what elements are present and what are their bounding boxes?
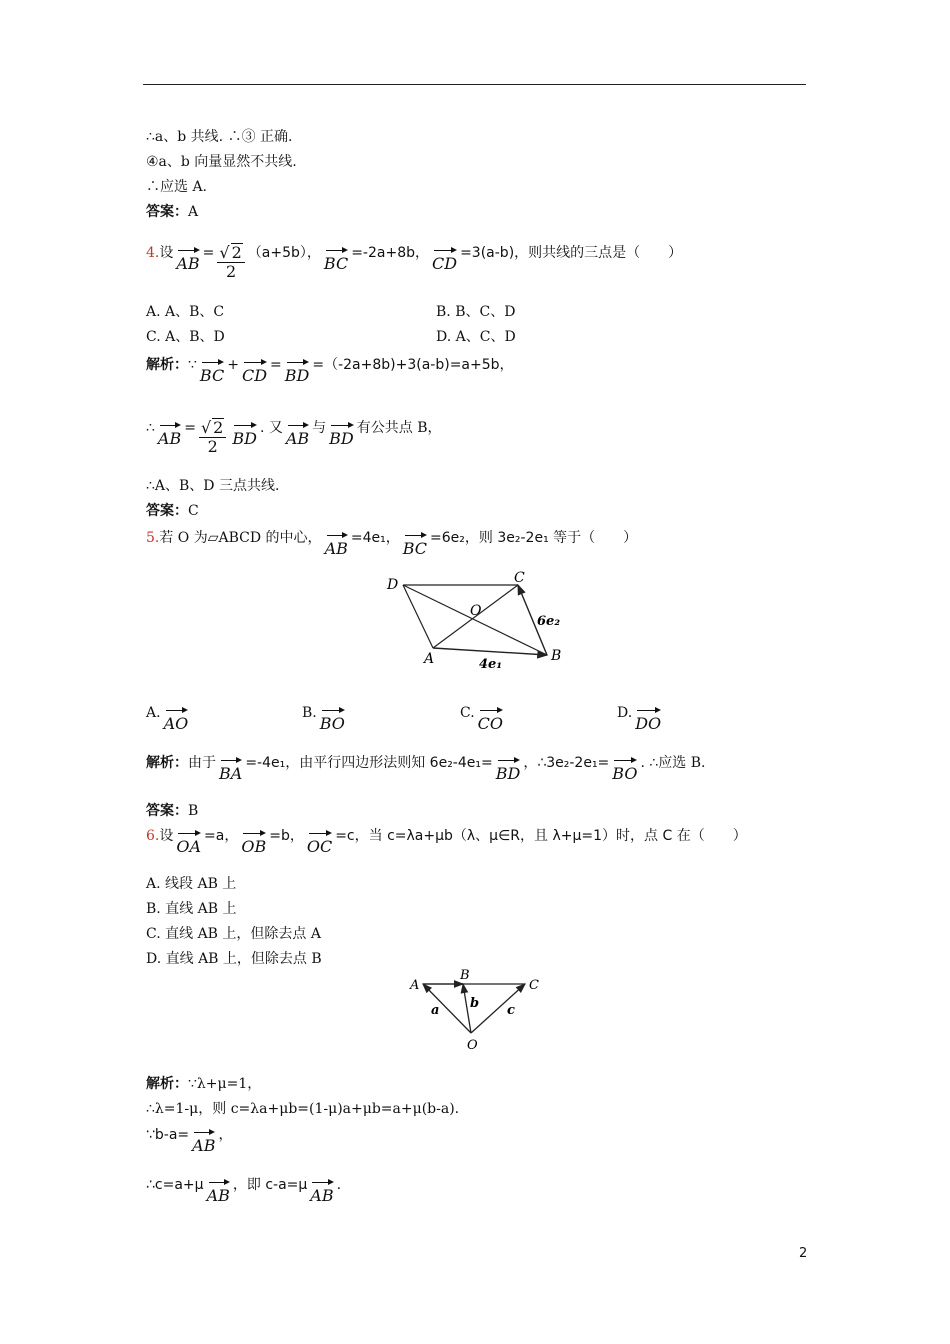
- q4-option-b: B. B、C、D: [436, 304, 516, 320]
- q6-option-a: A. 线段 AB 上: [146, 876, 237, 892]
- page-number: 2: [799, 1246, 808, 1261]
- comma: ，: [218, 1127, 233, 1143]
- q4-text-1: 设: [159, 245, 174, 261]
- diagonal-db: [403, 585, 547, 655]
- answer-value: B: [188, 803, 199, 819]
- option-letter: D.: [617, 705, 633, 721]
- q4-stem: [146, 243, 682, 281]
- vector-AO: AO: [164, 705, 189, 733]
- option-letter: C.: [460, 705, 475, 721]
- label-6e2: 6e₂: [537, 614, 561, 629]
- label-a: a: [431, 1003, 440, 1018]
- solution-label: 解析：: [146, 755, 188, 771]
- q6-option-c: C. 直线 AB 上，但除去点 A: [146, 926, 321, 942]
- q5-solution: [146, 754, 705, 783]
- plus-sign: +: [227, 357, 239, 373]
- vector-triangle-figure: [405, 965, 550, 1055]
- vector-BD: BD: [285, 357, 310, 385]
- answer-value: C: [188, 503, 199, 519]
- vector-BA: BA: [219, 755, 242, 783]
- vector-BC: BC: [403, 530, 427, 558]
- q5-sol-text-3: ，∴3e₂-2e₁=: [523, 755, 610, 771]
- q5-sol-text-4: . ∴应选 B.: [640, 755, 706, 771]
- label-A: A: [410, 978, 420, 993]
- q4-solution-2: [146, 418, 442, 456]
- vector-BD: BD: [329, 420, 354, 448]
- q4-option-a: A. A、B、C: [146, 304, 225, 320]
- q6-sol-text-4: ∴c=a+μ: [146, 1177, 204, 1193]
- solution-label: 解析：: [146, 1076, 188, 1092]
- vector-AB: AB: [286, 420, 309, 448]
- q6-text-2: =a，: [204, 828, 239, 844]
- vector-OC: OC: [307, 828, 332, 856]
- label-D: D: [387, 577, 399, 593]
- because-symbol: ∵: [188, 357, 197, 373]
- vector-BC: BC: [324, 245, 348, 273]
- q4-text-2: （a+5b），: [247, 245, 321, 261]
- q6-sol-text-1: ∵λ+μ=1，: [188, 1076, 262, 1092]
- option-letter: A.: [146, 705, 161, 721]
- q6-number: 6.: [146, 828, 160, 844]
- q6-sol-text-5: ，即 c-a=μ: [232, 1177, 308, 1193]
- q4-option-d: D. A、C、D: [436, 329, 516, 345]
- sqrt-radicand: 2: [213, 418, 224, 437]
- vector-OA: OA: [176, 828, 201, 856]
- label-b: b: [470, 996, 480, 1011]
- q6-solution-3: [146, 1126, 232, 1155]
- sqrt-radicand: 2: [231, 243, 242, 262]
- vector-AB: AB: [176, 245, 199, 273]
- vector-BC: BC: [200, 357, 224, 385]
- sqrt-icon: √: [200, 418, 212, 437]
- label-O: O: [470, 603, 482, 619]
- period: .: [336, 1177, 342, 1193]
- label-c: c: [507, 1003, 515, 1018]
- common-point-text: 有公共点 B，: [356, 420, 442, 436]
- q4-solution-1: [146, 356, 514, 385]
- q6-solution-1: [146, 1075, 261, 1093]
- option-letter: B.: [302, 705, 317, 721]
- q4-text-4: =3(a-b)，则共线的三点是（ ）: [460, 245, 683, 261]
- label-B: B: [460, 968, 470, 983]
- q4-number: 4.: [146, 245, 160, 261]
- q6-sol-text-3: ∵b-a=: [146, 1127, 190, 1143]
- parallelogram-figure: [380, 570, 580, 670]
- q5-text-2: =4e₁，: [350, 530, 400, 546]
- vector-CD: CD: [242, 357, 267, 385]
- q5-text-3: =6e₂，则 3e₂-2e₁ 等于（ ）: [430, 530, 638, 546]
- vector-BO: BO: [612, 755, 637, 783]
- vector-AB: AB: [158, 420, 181, 448]
- line-1: ∴a、b 共线. ∴③ 正确.: [146, 129, 293, 145]
- vector-OB: OB: [241, 828, 266, 856]
- q5-sol-text-1: 由于: [188, 755, 216, 771]
- line-2: ④a、b 向量显然不共线.: [146, 154, 297, 170]
- q6-text-3: =b，: [269, 828, 304, 844]
- vector-CO: CO: [478, 705, 503, 733]
- label-4e1: 4e₁: [479, 657, 503, 670]
- q4-equals: =: [202, 245, 215, 261]
- q4-answer: [146, 502, 199, 520]
- vector-DO: DO: [635, 705, 661, 733]
- equals-sign: =: [270, 357, 282, 373]
- vector-AB: AB: [192, 1127, 215, 1155]
- vector-4e1-arrow: [433, 648, 547, 655]
- answer-label: 答案：: [146, 204, 188, 220]
- label-B: B: [551, 648, 562, 664]
- answer-label: 答案：: [146, 803, 188, 819]
- therefore-symbol: ∴: [146, 420, 155, 436]
- q4-solution-3: ∴A、B、D 三点共线.: [146, 478, 280, 494]
- q6-solution-2: ∴λ=1-μ，则 c=λa+μb=(1-μ)a+μb=a+μ(b-a).: [146, 1101, 460, 1117]
- q6-option-d: D. 直线 AB 上，但除去点 B: [146, 951, 322, 967]
- vector-BD: BD: [232, 420, 257, 448]
- and-text: 与: [312, 420, 327, 436]
- q5-option-c: [460, 704, 506, 733]
- sqrt-icon: √: [219, 243, 230, 262]
- line-3: ∴应选 A.: [146, 179, 208, 195]
- answer-value: A: [188, 204, 199, 220]
- q5-answer: [146, 802, 198, 820]
- answer-label: 答案：: [146, 503, 188, 519]
- fraction-sqrt2-over-2: [199, 418, 226, 456]
- label-C: C: [514, 570, 525, 586]
- q5-text-1: 若 O 为▱ABCD 的中心，: [159, 530, 322, 546]
- vector-CD: CD: [432, 245, 457, 273]
- q5-option-d: [617, 704, 664, 733]
- vector-c-arrow: [471, 984, 525, 1033]
- vector-BO: BO: [320, 705, 345, 733]
- label-C: C: [529, 978, 539, 993]
- q6-text-1: 设: [159, 828, 174, 844]
- vector-AB: AB: [207, 1177, 230, 1205]
- vector-AB: AB: [310, 1177, 333, 1205]
- q5-option-a: [146, 704, 191, 733]
- fraction-denominator: 2: [207, 437, 218, 456]
- fraction-denominator: 2: [226, 262, 237, 281]
- fraction-sqrt2-over-2: [217, 243, 244, 281]
- vector-BD: BD: [496, 755, 521, 783]
- edge-da: [403, 585, 433, 648]
- label-O: O: [467, 1038, 478, 1053]
- q4-solution-text: =（-2a+8b)+3(a-b)=a+5b，: [312, 357, 514, 373]
- q6-text-4: =c，当 c=λa+μb（λ、μ∈R，且 λ+μ=1）时，点 C 在（ ）: [335, 828, 747, 844]
- q6-option-b: B. 直线 AB 上: [146, 901, 237, 917]
- q5-sol-text-2: =-4e₁，由平行四边形法则知 6e₂-4e₁=: [245, 755, 493, 771]
- q4-text-again: . 又: [259, 420, 283, 436]
- q5-option-b: [302, 704, 348, 733]
- vector-AB: AB: [325, 530, 348, 558]
- q5-stem: [146, 529, 637, 558]
- solution-label: 解析：: [146, 357, 188, 373]
- q5-number: 5.: [146, 530, 160, 546]
- q4-option-c: C. A、B、D: [146, 329, 225, 345]
- q6-solution-4: [146, 1176, 341, 1205]
- label-A: A: [424, 651, 435, 667]
- equals-sign: =: [184, 420, 196, 436]
- answer-3: [146, 203, 198, 221]
- header-rule: [143, 84, 806, 85]
- q6-stem: [146, 827, 747, 856]
- q4-text-3: =-2a+8b，: [351, 245, 429, 261]
